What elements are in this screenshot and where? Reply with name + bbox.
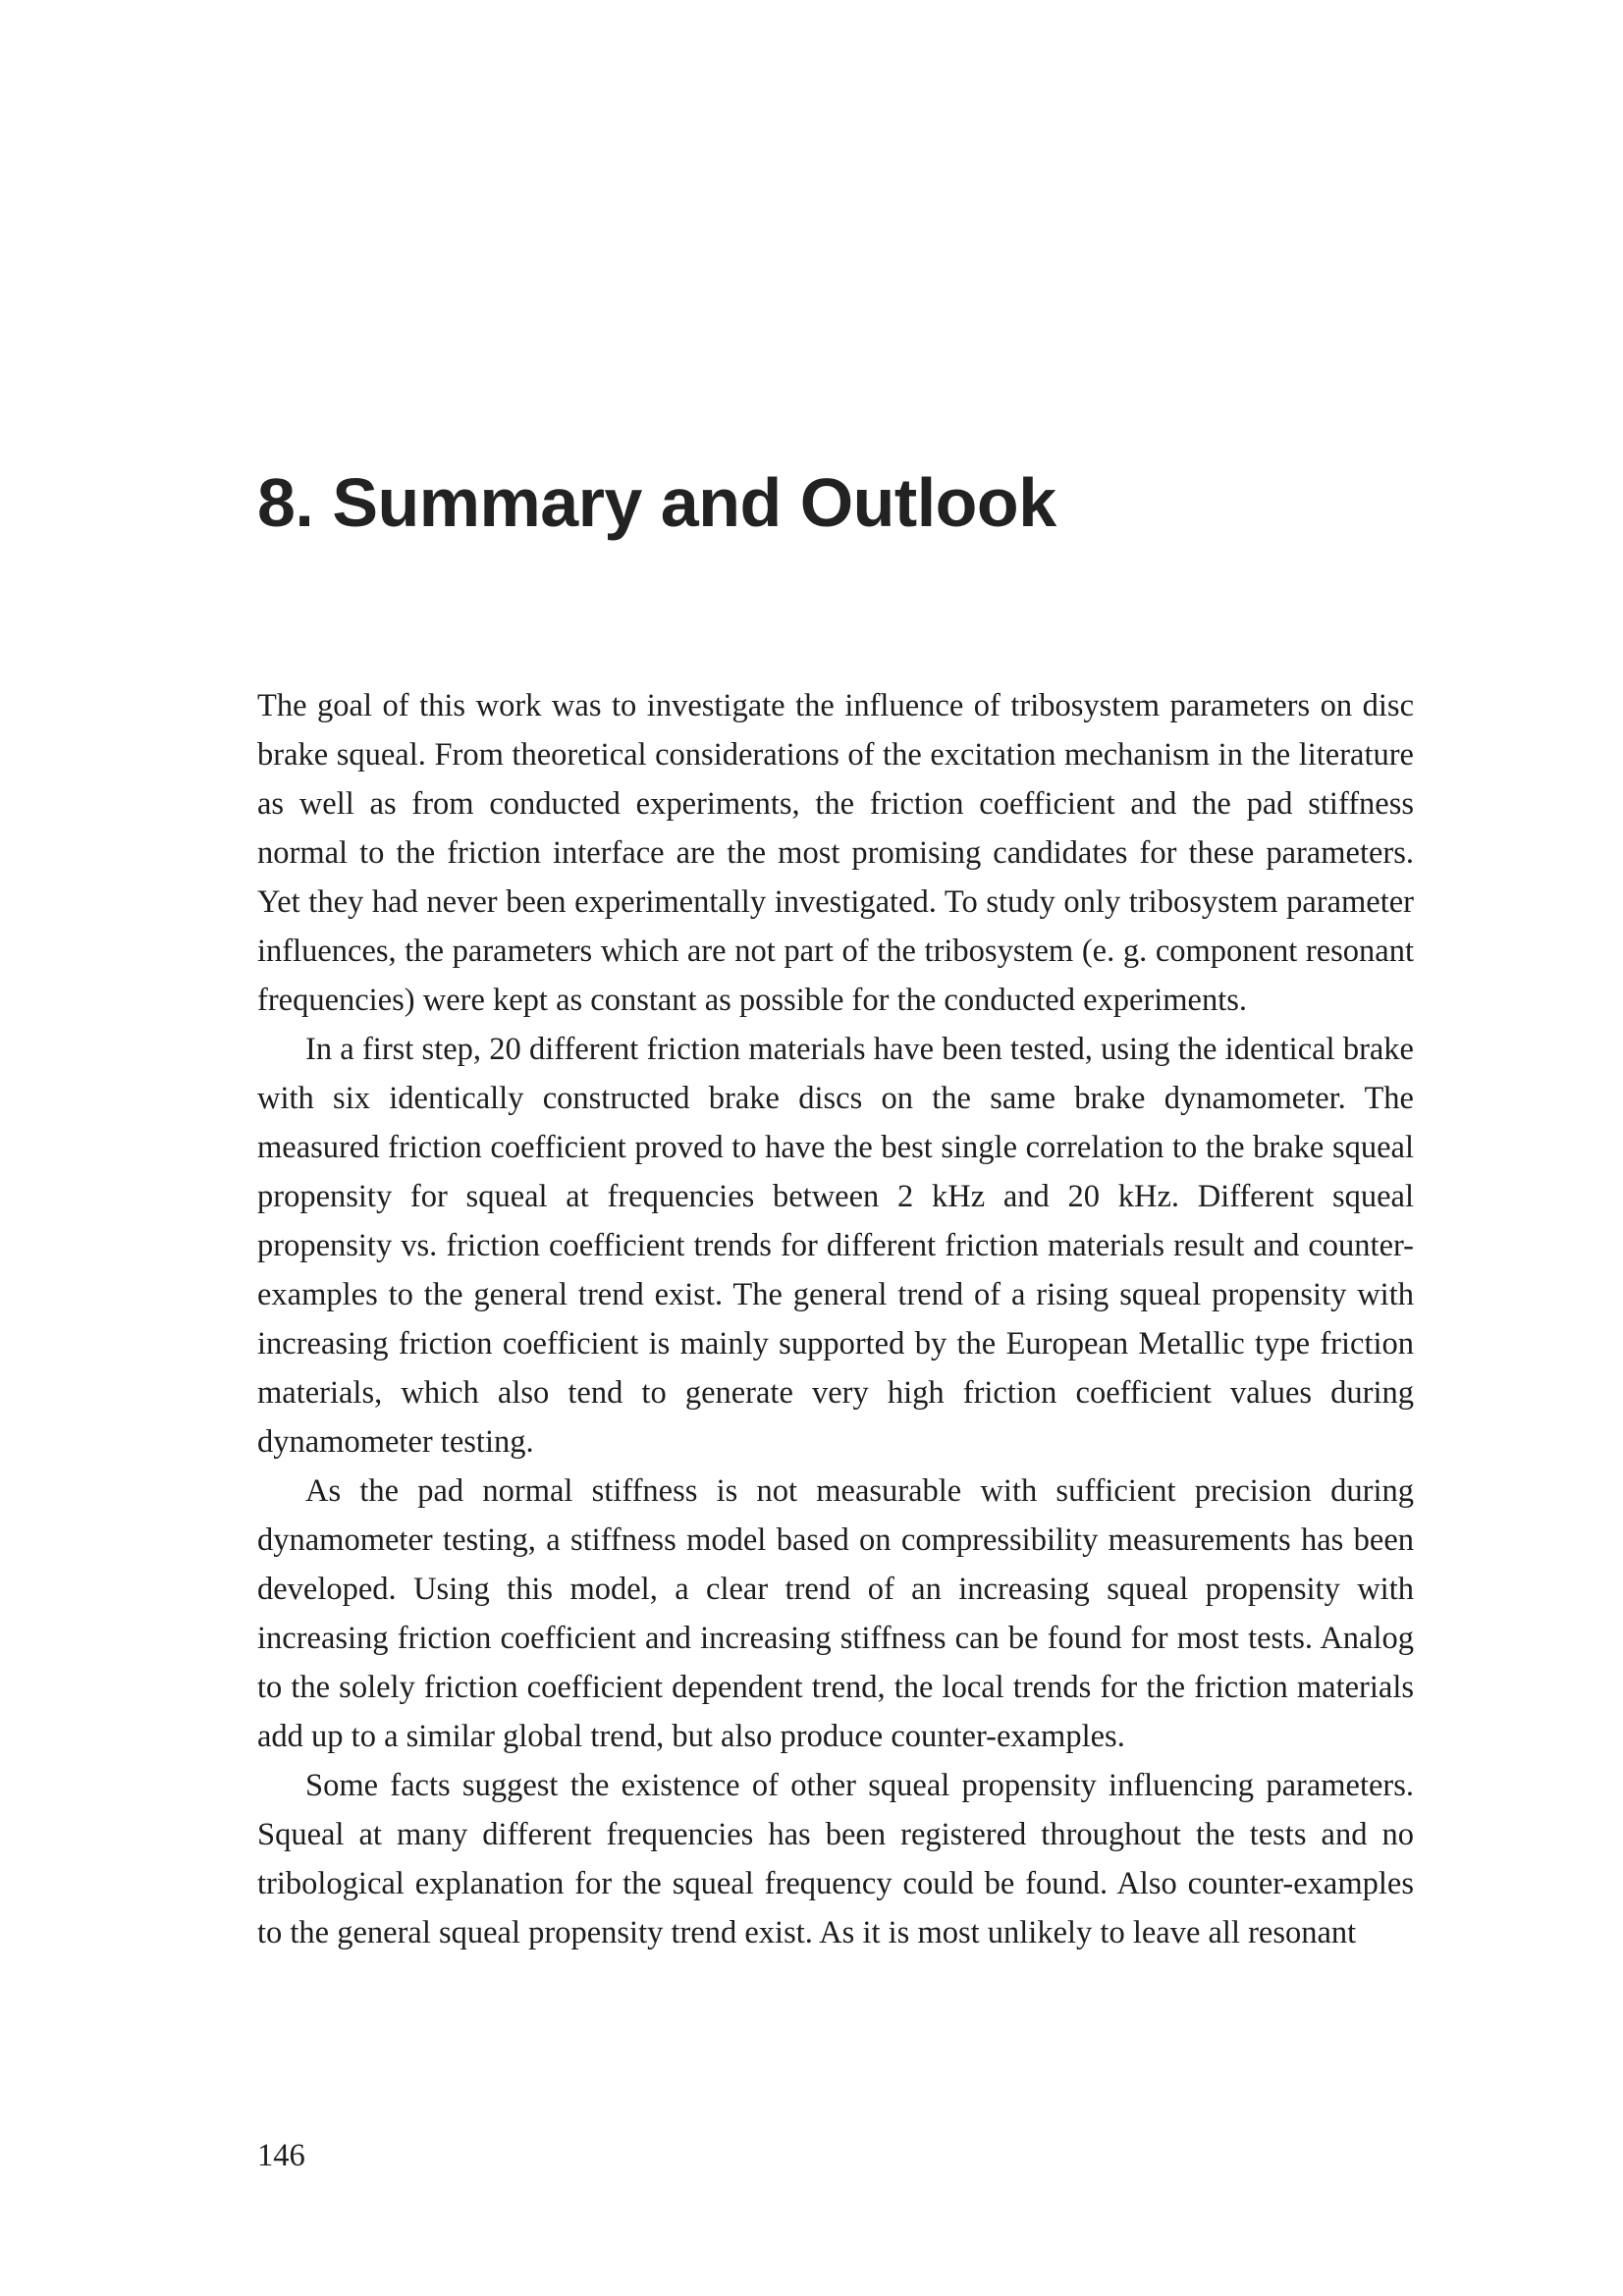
body-text bbox=[257, 681, 1414, 1957]
chapter-title: 8. Summary and Outlook bbox=[257, 464, 1056, 541]
page-number: 146 bbox=[257, 2138, 305, 2173]
paragraph-stiffness-model: As the pad normal stiffness is not measurable with sufficient precision during dynamometer testing, a stiffness model based on compressibility measurements has been developed. Using this model, a clear trend of an increasing squeal propensity with increasing friction coefficient and increasing stiffness can be found for most tests. Analog to the solely friction coefficient dependent trend, the local trends for the friction materials add up to a similar global trend, but also produce counter-examples. bbox=[257, 1473, 1414, 1754]
paragraph-friction-materials: In a first step, 20 different friction materials have been tested, using the identical brake with six identically constructed brake discs on the same brake dynamometer. The measured friction coefficient proved to have the best single correlation to the brake squeal propensity for squeal at frequencies between 2 kHz and 20 kHz. Different squeal propensity vs. friction coefficient trends for different friction materials result and counter-examples to the general trend exist. The general trend of a rising squeal propensity with increasing friction coefficient is mainly supported by the European Metallic type friction materials, which also tend to generate very high friction coefficient values during dynamometer testing. bbox=[257, 1032, 1414, 1460]
paragraph-intro: The goal of this work was to investigate the influence of tribosystem parameters on disc brake squeal. From theoretical considerations of the excitation mechanism in the literature as well as from conducted experiments, the friction coefficient and the pad stiffness normal to the friction interface are the most promising candidates for these parameters. Yet they had never been experimentally investigated. To study only tribosystem parameter influences, the parameters which are not part of the tribosystem (e. g. component resonant frequencies) were kept as constant as possible for the conducted experiments. bbox=[257, 688, 1414, 1018]
paragraph-other-parameters: Some facts suggest the existence of other squeal propensity influencing parameters. Squeal at many different frequencies has been registered throughout the tests and no tribological explanation for the squeal frequency could be found. Also counter-examples to the general squeal propensity trend exist. As it is most unlikely to leave all resonant bbox=[257, 1768, 1414, 1950]
